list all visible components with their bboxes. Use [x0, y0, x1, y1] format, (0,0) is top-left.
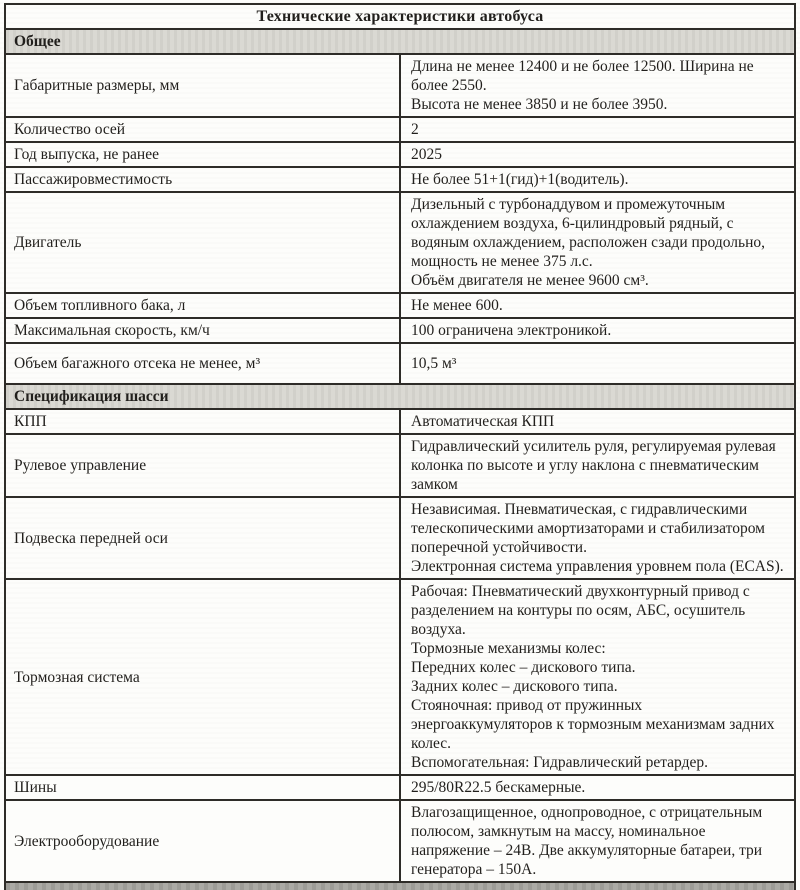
- value-line: 2: [411, 121, 419, 138]
- table-row: [5, 318, 795, 343]
- value-line: Не менее 600.: [411, 297, 503, 314]
- row-label-axles: Количество осей: [5, 117, 400, 142]
- value-line: Передних колес – дискового типа.: [411, 659, 636, 676]
- table-row: [5, 800, 795, 882]
- section-header-chassis: Спецификация шасси: [5, 384, 795, 409]
- table-row: [5, 167, 795, 192]
- row-value-electrical: [400, 800, 795, 882]
- table-row: [5, 142, 795, 167]
- value-line: 295/80R22.5 бескамерные.: [411, 779, 586, 796]
- title-row: [5, 4, 795, 29]
- row-value-year: [400, 142, 795, 167]
- row-value-max-speed: [400, 318, 795, 343]
- value-line: Гидравлический усилитель руля, регулируемая рулевая колонка по высоте и углу наклона с пневматическим замком: [411, 438, 776, 493]
- row-value-fuel-tank: [400, 293, 795, 318]
- value-line: Влагозащищенное, однопроводное, с отрицательным полюсом, замкнутым на массу, номинальное напряжение – 24В. Две аккумуляторные батареи, три генератора – 150А.: [411, 804, 763, 878]
- row-value-gearbox: [400, 409, 795, 434]
- value-line: Дизельный с турбонаддувом и промежуточным охлаждением воздуха, 6-цилиндровый рядный, с водяным охлаждением, расположен сзади продольно, мощность не менее 375 л.с.: [411, 196, 765, 270]
- row-value-brakes: [400, 579, 795, 775]
- value-line: Автоматическая КПП: [411, 413, 555, 430]
- row-label-dimensions: Габаритные размеры, мм: [5, 54, 400, 117]
- row-value-steering: [400, 434, 795, 497]
- doc-title: Технические характеристики автобуса: [5, 4, 795, 29]
- row-label-fuel-tank: Объем топливного бака, л: [5, 293, 400, 318]
- table-row: [5, 117, 795, 142]
- section-row-general: [5, 29, 795, 54]
- table-row: [5, 579, 795, 775]
- value-line: 2025: [411, 146, 442, 163]
- row-label-engine: Двигатель: [5, 192, 400, 293]
- value-line: Задних колес – дискового типа.: [411, 678, 618, 695]
- row-value-capacity: [400, 167, 795, 192]
- value-line: 10,5 м³: [411, 355, 457, 372]
- value-line: Рабочая: Пневматический двухконтурный привод с разделением на контуры по осям, АБС, осушитель воздуха.: [411, 583, 750, 638]
- section-row-chassis: [5, 384, 795, 409]
- value-line: Вспомогательная: Гидравлический ретардер.: [411, 754, 708, 771]
- row-label-luggage: Объем багажного отсека не менее, м³: [5, 343, 400, 384]
- row-label-steering: Рулевое управление: [5, 434, 400, 497]
- row-label-max-speed: Максимальная скорость, км/ч: [5, 318, 400, 343]
- next-section-strip: [4, 883, 796, 890]
- value-line: Независимая. Пневматическая, с гидравлическими телескопическими амортизаторами и стабилизатором поперечной устойчивости.: [411, 501, 765, 556]
- value-line: Объём двигателя не менее 9600 см³.: [411, 272, 649, 289]
- row-value-luggage: [400, 343, 795, 384]
- row-value-engine: [400, 192, 795, 293]
- value-line: Высота не менее 3850 и не более 3950.: [411, 96, 668, 113]
- row-value-front-suspension: [400, 497, 795, 579]
- table-row: [5, 775, 795, 800]
- value-line: Не более 51+1(гид)+1(водитель).: [411, 171, 629, 188]
- row-label-front-suspension: Подвеска передней оси: [5, 497, 400, 579]
- value-line: Длина не менее 12400 и не более 12500. Ширина не более 2550.: [411, 58, 754, 94]
- row-label-capacity: Пассажировместимость: [5, 167, 400, 192]
- value-line: Электронная система управления уровнем пола (ECAS).: [411, 558, 784, 575]
- row-label-year: Год выпуска, не ранее: [5, 142, 400, 167]
- table-row: [5, 434, 795, 497]
- value-line: Стояночная: привод от пружинных энергоаккумуляторов к тормозным механизмам задних колес.: [411, 697, 775, 752]
- spec-table: [4, 3, 796, 883]
- section-header-general: Общее: [5, 29, 795, 54]
- value-line: Тормозные механизмы колес:: [411, 640, 606, 657]
- table-row: [5, 192, 795, 293]
- row-label-electrical: Электрооборудование: [5, 800, 400, 882]
- table-row: [5, 497, 795, 579]
- row-value-tires: [400, 775, 795, 800]
- table-row: [5, 54, 795, 117]
- row-label-brakes: Тормозная система: [5, 579, 400, 775]
- row-label-tires: Шины: [5, 775, 400, 800]
- row-value-dimensions: [400, 54, 795, 117]
- row-label-gearbox: КПП: [5, 409, 400, 434]
- table-row: [5, 343, 795, 384]
- table-row: [5, 409, 795, 434]
- table-row: [5, 293, 795, 318]
- value-line: 100 ограничена электроникой.: [411, 322, 612, 339]
- row-value-axles: [400, 117, 795, 142]
